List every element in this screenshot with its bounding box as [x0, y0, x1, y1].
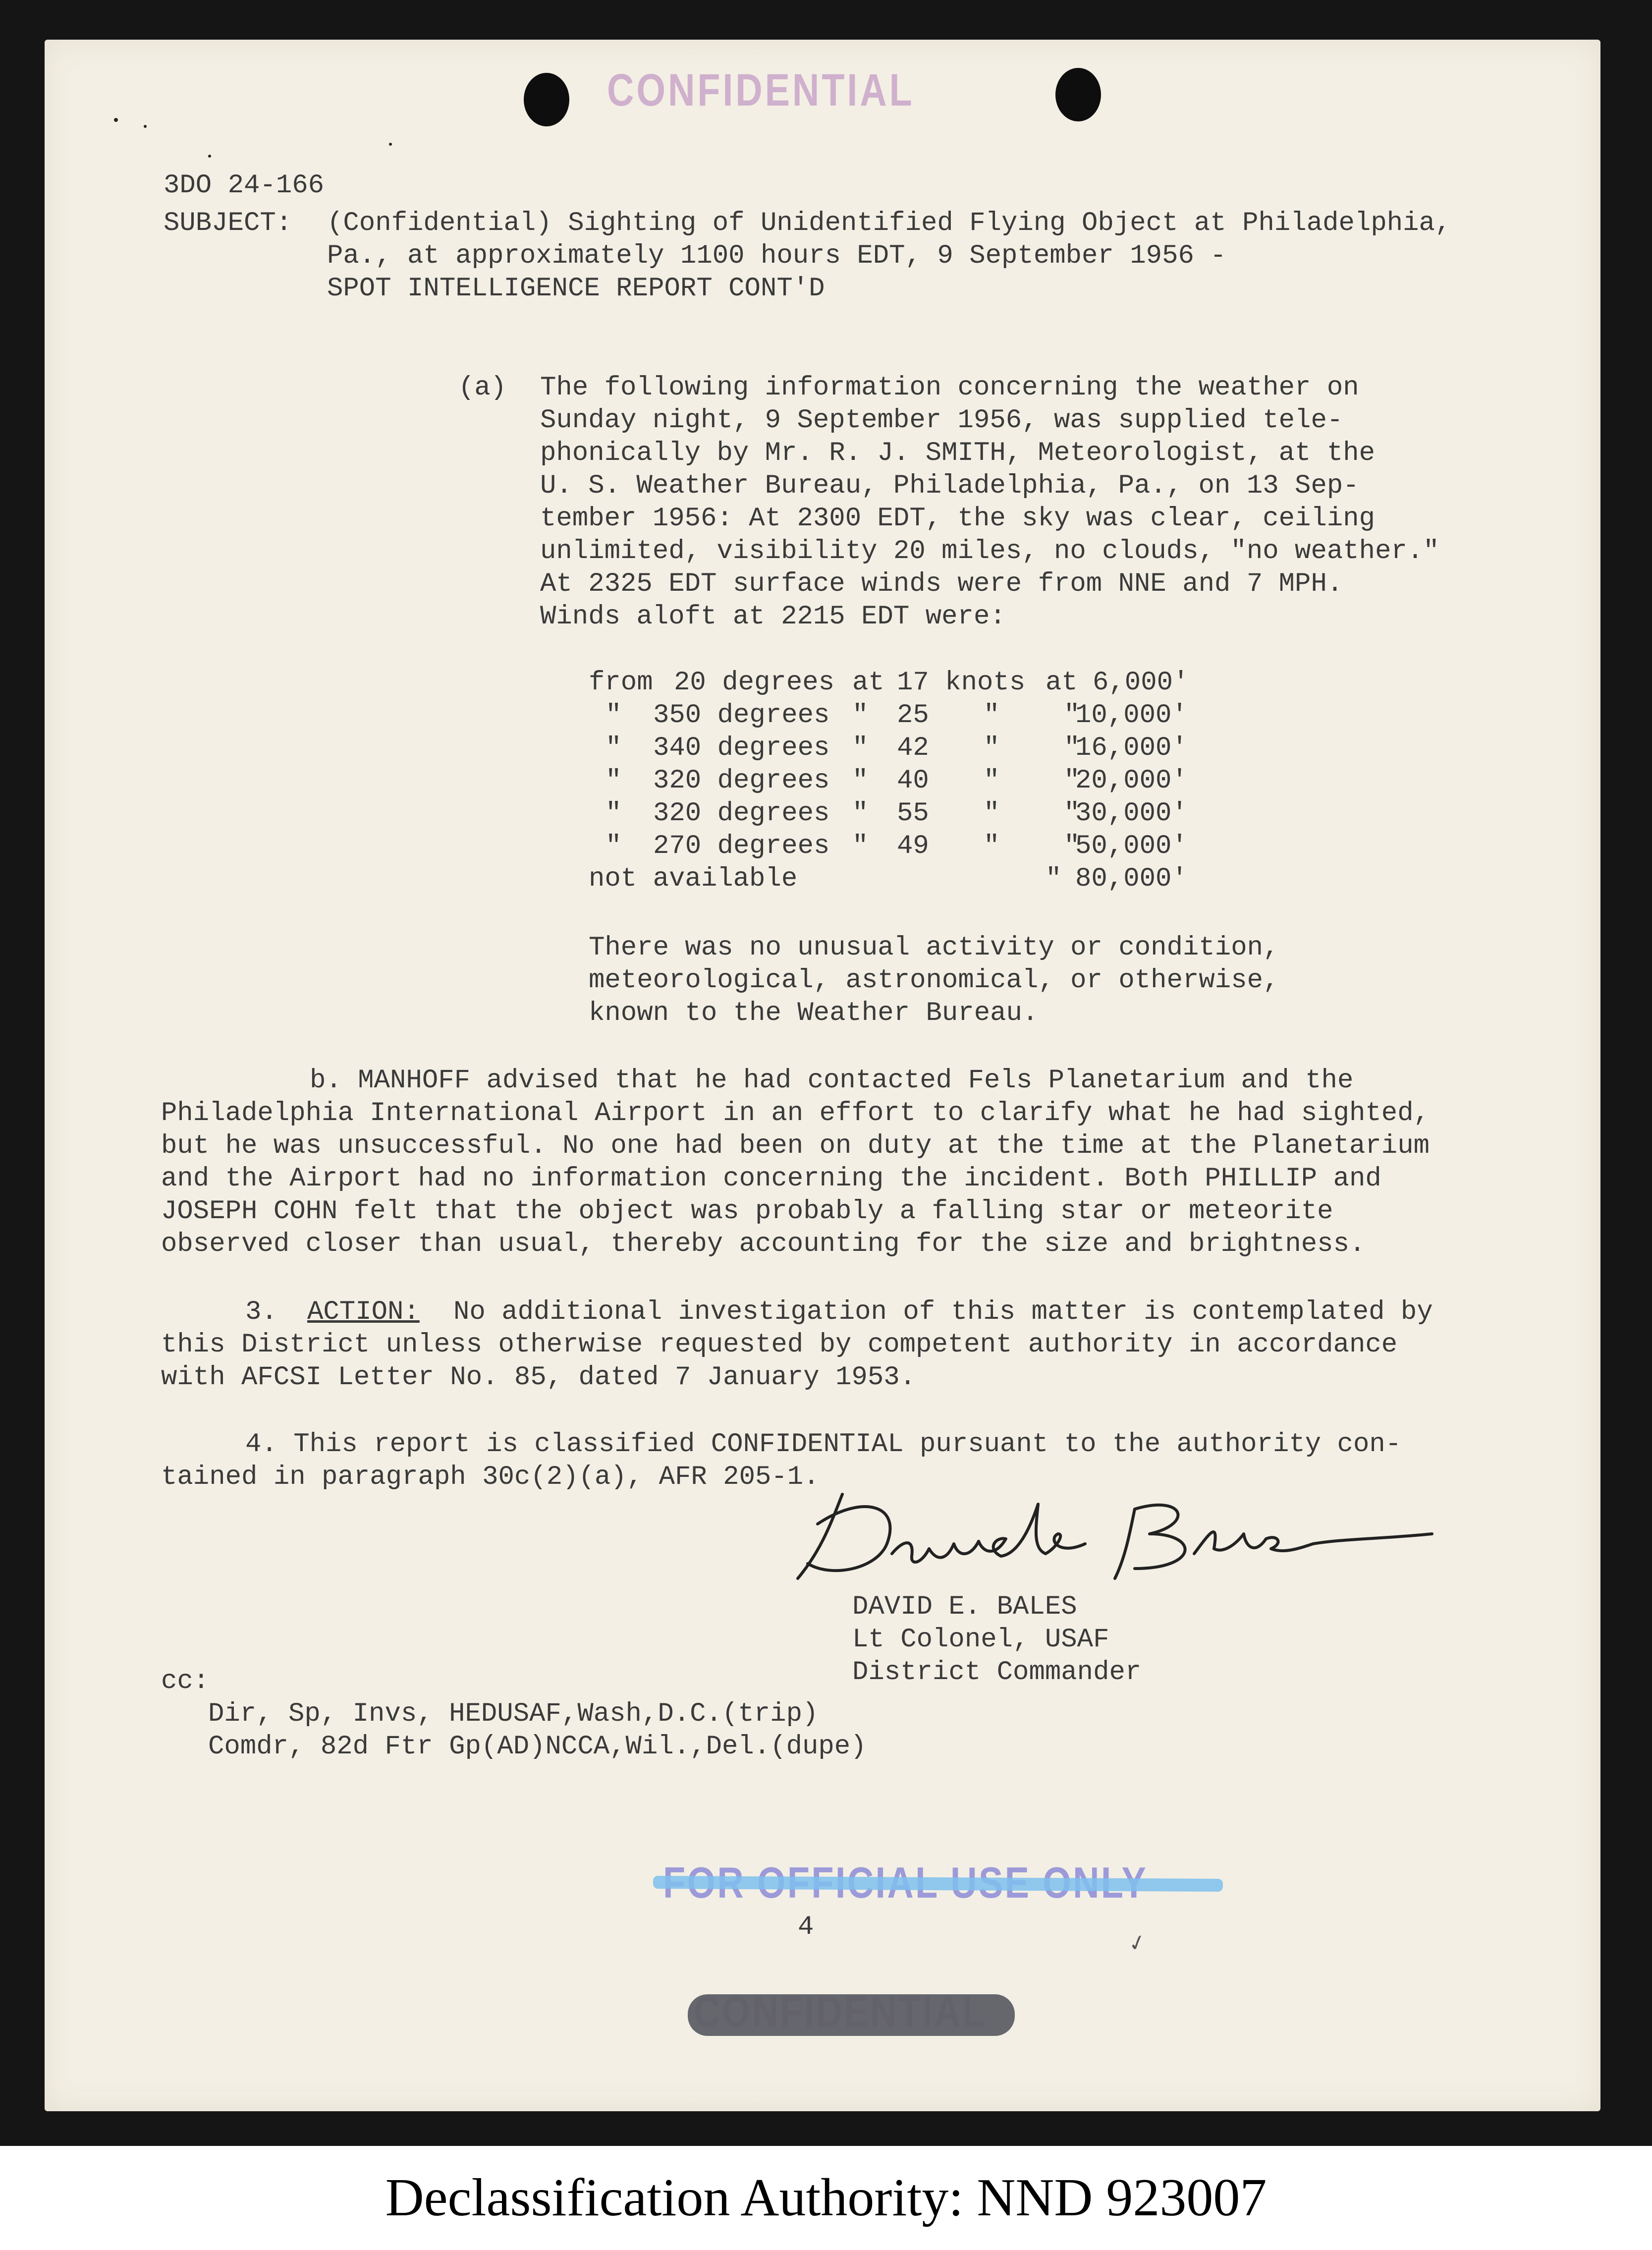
page-number: 4 — [798, 1912, 814, 1942]
declassification-footer — [0, 2146, 1652, 2250]
winds-speed: 40 — [897, 766, 929, 796]
paper-speck — [114, 118, 118, 122]
para-a-line: phonically by Mr. R. J. SMITH, Meteorologist, at the — [540, 438, 1376, 468]
para-a-label: (a) — [458, 373, 507, 403]
winds-prefix: " — [606, 798, 622, 829]
winds-speed: 17 knots — [897, 668, 1026, 698]
winds-altitude: 80,000' — [1075, 864, 1188, 894]
para-3-number: 3. — [245, 1297, 277, 1327]
winds-direction: 340 degrees — [653, 733, 830, 763]
weather-note-line: known to the Weather Bureau. — [589, 998, 1039, 1028]
file-number: 3DO 24-166 — [164, 170, 325, 201]
winds-altitude: 10,000' — [1075, 700, 1188, 731]
para-b-line: Philadelphia International Airport in an effort to clarify what he had sighted, — [161, 1098, 1430, 1128]
handwritten-signature — [788, 1474, 1442, 1588]
winds-ditto: " " — [984, 700, 1080, 731]
winds-prefix: not available — [589, 864, 798, 894]
winds-direction: 320 degrees — [653, 798, 830, 829]
confidential-stamp-bottom — [694, 1986, 1042, 2037]
para-a-line: Winds aloft at 2215 EDT were: — [540, 602, 1006, 632]
winds-prefix: " — [606, 831, 622, 861]
winds-ditto: " " — [984, 766, 1080, 796]
para-3-line: No additional investigation of this matter is contemplated by — [453, 1297, 1433, 1327]
winds-prefix: " — [606, 700, 622, 731]
weather-note-line: There was no unusual activity or condition, — [589, 933, 1279, 963]
winds-speed: 42 — [897, 733, 929, 763]
winds-ditto: " — [852, 831, 869, 861]
signer-name: DAVID E. BALES — [852, 1592, 1077, 1622]
redaction-blot — [688, 1994, 1015, 2036]
winds-ditto: " — [852, 700, 869, 731]
para-a-line: tember 1956: At 2300 EDT, the sky was clear, ceiling — [540, 504, 1376, 534]
signer-title: District Commander — [852, 1657, 1142, 1688]
para-3-heading: ACTION: — [307, 1297, 420, 1327]
para-a-line: Sunday night, 9 September 1956, was supplied tele- — [540, 405, 1343, 436]
subject-line-3: SPOT INTELLIGENCE REPORT CONT'D — [327, 274, 825, 304]
cc-line: Comdr, 82d Ftr Gp(AD)NCCA,Wil.,Del.(dupe) — [208, 1732, 867, 1762]
para-b-line: JOSEPH COHN felt that the object was probably a falling star or meteorite — [161, 1196, 1333, 1227]
para-a-line: The following information concerning the weather on — [540, 373, 1359, 403]
winds-speed: 25 — [897, 700, 929, 731]
cc-line: Dir, Sp, Invs, HEDUSAF,Wash,D.C.(trip) — [208, 1699, 819, 1729]
winds-prefix: " — [606, 766, 622, 796]
official-use-stamp — [663, 1857, 1240, 1908]
winds-ditto: " " — [984, 798, 1080, 829]
winds-direction: 20 degrees — [674, 668, 835, 698]
paper-speck — [389, 143, 392, 146]
winds-prefix: " — [606, 733, 622, 763]
para-4-line: tained in paragraph 30c(2)(a), AFR 205-1. — [161, 1462, 820, 1492]
winds-altitude: 30,000' — [1075, 798, 1188, 829]
para-3-line: this District unless otherwise requested by competent authority in accordance — [161, 1330, 1398, 1360]
para-4-line: 4. This report is classified CONFIDENTIAL pursuant to the authority con- — [245, 1429, 1402, 1460]
subject-line-1: (Confidential) Sighting of Unidentified Flying Object at Philadelphia, — [327, 208, 1451, 238]
cc-label: cc: — [161, 1666, 210, 1696]
checkmark-icon: ✓ — [1126, 1928, 1149, 1960]
signer-rank: Lt Colonel, USAF — [852, 1625, 1109, 1655]
winds-at: at — [1046, 668, 1078, 698]
weather-note-line: meteorological, astronomical, or otherwise, — [589, 965, 1279, 996]
paper-speck — [144, 125, 147, 128]
winds-altitude: 6,000' — [1093, 668, 1189, 698]
winds-prefix: from — [589, 668, 653, 698]
subject-line-2: Pa., at approximately 1100 hours EDT, 9 September 1956 - — [327, 241, 1226, 271]
winds-ditto: " " — [984, 733, 1080, 763]
winds-speed: 55 — [897, 798, 929, 829]
winds-speed: 49 — [897, 831, 929, 861]
para-a-line: At 2325 EDT surface winds were from NNE and 7 MPH. — [540, 569, 1343, 599]
winds-ditto: " — [852, 733, 869, 763]
para-a-line: U. S. Weather Bureau, Philadelphia, Pa., on 13 Sep- — [540, 471, 1359, 501]
winds-direction: 270 degrees — [653, 831, 830, 861]
winds-direction: 350 degrees — [653, 700, 830, 731]
winds-ditto: " — [852, 798, 869, 829]
punch-hole-left — [524, 73, 569, 126]
winds-ditto: " — [1046, 864, 1062, 894]
punch-hole-right — [1055, 68, 1101, 121]
winds-ditto: " — [852, 766, 869, 796]
para-b-line: and the Airport had no information concerning the incident. Both PHILLIP and — [161, 1164, 1381, 1194]
winds-ditto: " " — [984, 831, 1080, 861]
paper-speck — [208, 155, 211, 158]
winds-altitude: 50,000' — [1075, 831, 1188, 861]
para-b-line: b. MANHOFF advised that he had contacted Fels Planetarium and the — [310, 1066, 1354, 1096]
para-b-line: but he was unsuccessful. No one had been on duty at the time at the Planetarium — [161, 1131, 1430, 1161]
winds-at: at — [852, 668, 884, 698]
para-a-line: unlimited, visibility 20 miles, no clouds, "no weather." — [540, 536, 1439, 566]
para-b-line: observed closer than usual, thereby accounting for the size and brightness. — [161, 1229, 1366, 1259]
subject-label: SUBJECT: — [164, 208, 292, 238]
confidential-stamp-top: CONFIDENTIAL — [607, 65, 915, 115]
winds-altitude: 20,000' — [1075, 766, 1188, 796]
para-3-line: with AFCSI Letter No. 85, dated 7 January 1953. — [161, 1362, 916, 1393]
winds-direction: 320 degrees — [653, 766, 830, 796]
winds-altitude: 16,000' — [1075, 733, 1188, 763]
declassification-text: Declassification Authority: NND 923007 — [385, 2168, 1267, 2227]
